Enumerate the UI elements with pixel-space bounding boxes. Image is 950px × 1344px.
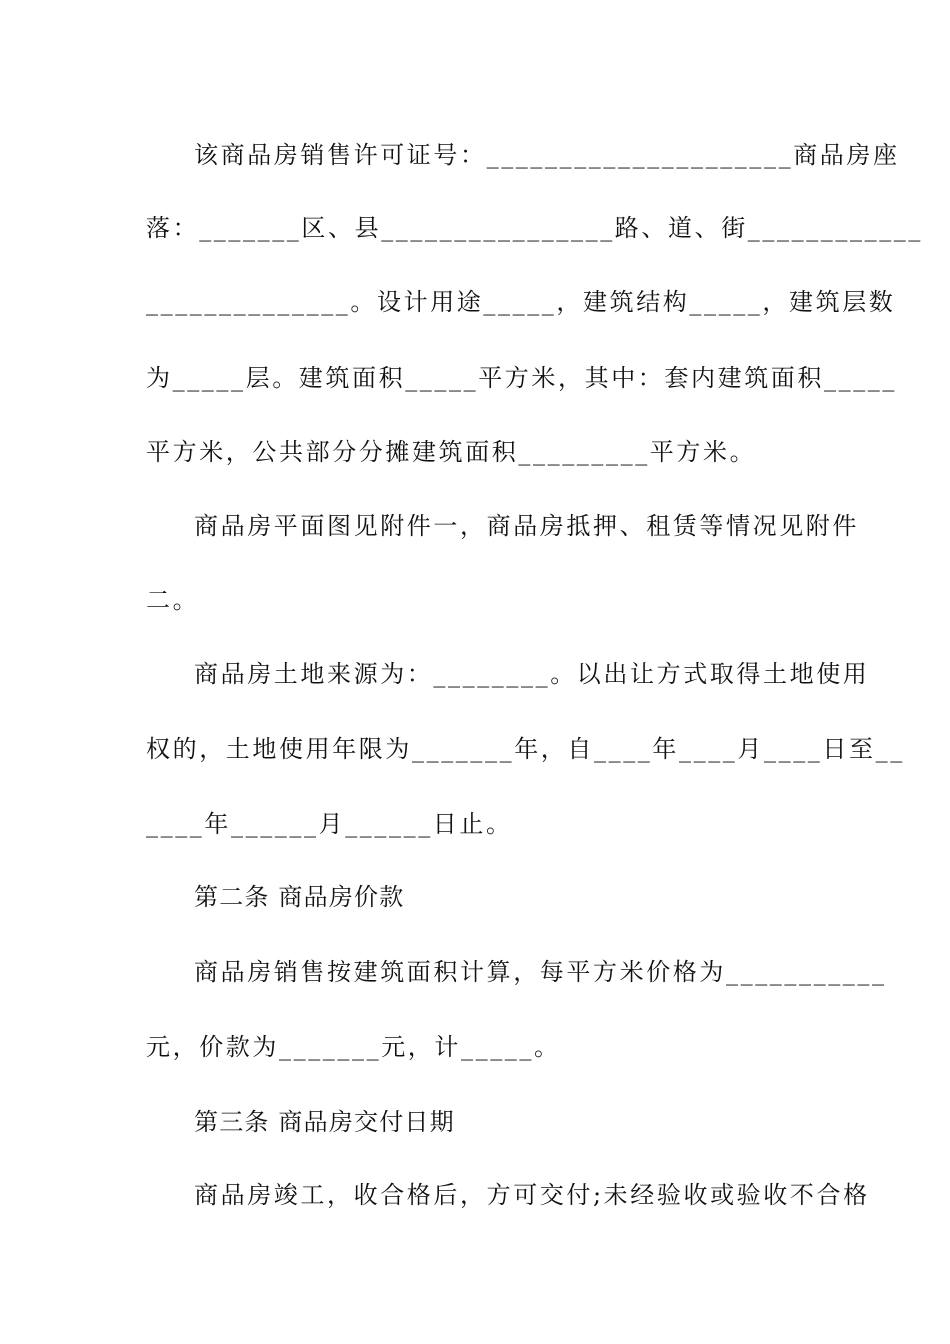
article-heading-3: 第三条 商品房交付日期 xyxy=(194,1108,455,1136)
paragraph-line-9: 权的，土地使用年限为_______年，自____年____月____日至__ xyxy=(146,735,905,763)
paragraph-line-4: 为_____层。建筑面积_____平方米，其中：套内建筑面积_____ xyxy=(146,364,897,392)
paragraph-line-5: 平方米，公共部分分摊建筑面积_________平方米。 xyxy=(146,438,757,466)
paragraph-line-8: 商品房土地来源为：________。以出让方式取得土地使用 xyxy=(194,660,870,688)
paragraph-line-6: 商品房平面图见附件一，商品房抵押、租赁等情况见附件 xyxy=(194,512,859,540)
paragraph-line-10: ____年______月______日止。 xyxy=(146,810,513,838)
paragraph-line-2: 落：_______区、县________________路、道、街____________ xyxy=(146,214,923,242)
paragraph-line-1: 该商品房销售许可证号：_____________________商品房座 xyxy=(194,141,900,169)
article-heading-2: 第二条 商品房价款 xyxy=(194,883,405,911)
paragraph-line-13: 商品房竣工，收合格后，方可交付;未经验收或验收不合格 xyxy=(194,1181,870,1209)
paragraph-line-12: 元，价款为_______元，计_____。 xyxy=(146,1033,561,1061)
paragraph-line-7: 二。 xyxy=(146,586,200,614)
paragraph-line-3: ______________。设计用途_____，建筑结构_____，建筑层数 xyxy=(146,288,896,316)
paragraph-line-11: 商品房销售按建筑面积计算，每平方米价格为___________ xyxy=(194,958,887,986)
